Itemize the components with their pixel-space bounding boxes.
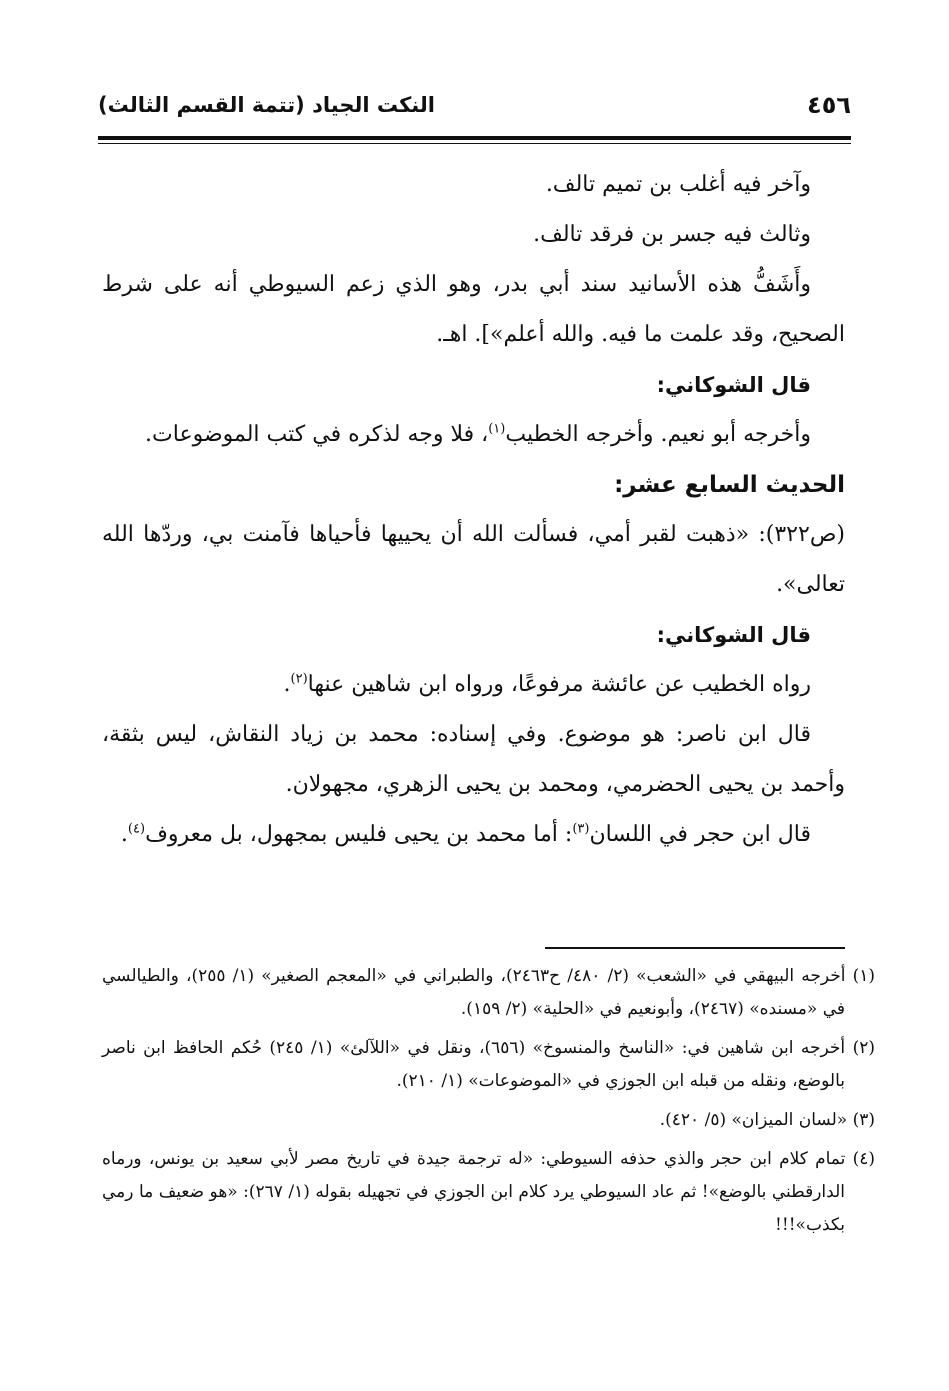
paragraph-line-2: وثالث فيه جسر بن فرقد تالف. bbox=[533, 222, 811, 247]
header-rule-thin bbox=[98, 143, 851, 144]
paragraph-ibn-nasir: قال ابن ناصر: هو موضوع. وفي إسناده: محمد بن زياد النقاش، ليس بثقة، وأحمد بن يحيى الحضرمي، ومحمد بن يحيى الزهري، مجهولان. bbox=[102, 722, 845, 797]
main-text bbox=[102, 160, 845, 860]
page-header bbox=[98, 82, 851, 128]
paragraph-ibn-hajar-a: قال ابن حجر في اللسان bbox=[589, 822, 811, 847]
paragraph-line-1: وآخر فيه أغلب بن تميم تالف. bbox=[545, 172, 811, 197]
paragraph-ibn-hajar bbox=[102, 810, 845, 860]
paragraph-aisha-b: . bbox=[283, 672, 291, 697]
paragraph-ibn-hajar-c: . bbox=[120, 822, 128, 847]
footnote-1: (١) أخرجه البيهقي في «الشعب» (٢/ ٤٨٠/ ح٢٤٦٣)، والطبراني في «المعجم الصغير» (١/ ٢٥٥)، والطيالسي في «مسنده» (٢٤٦٧)، وأبونعيم في «الحلية» (٢/ ١٥٩). bbox=[102, 966, 876, 1019]
footnote-ref-1: (١) bbox=[488, 421, 506, 437]
paragraph-ibn-hajar-b: : أما محمد بن يحيى فليس بمجهول، بل معروف bbox=[145, 822, 573, 847]
paragraph-aisha-a: رواه الخطيب عن عائشة مرفوعًا، ورواه ابن شاهين عنها bbox=[307, 672, 811, 697]
footnote-4: (٤) تمام كلام ابن حجر والذي حذفه السيوطي: «له ترجمة جيدة في تاريخ مصر لأبي سعيد بن يونس، ورماه الدارقطني بالوضع»! ثم عاد السيوطي يرد كلام ابن الجوزي في تجهيله بقوله (١/ ٢٦٧): «هو ضعيف ما رمي بكذب»!!! bbox=[102, 1149, 875, 1235]
section-heading: الحديث السابع عشر: bbox=[614, 472, 845, 498]
shawkani-heading-1: قال الشوكاني: bbox=[656, 373, 811, 397]
paragraph-khatib-a: وأخرجه أبو نعيم. وأخرجه الخطيب bbox=[505, 422, 811, 447]
paragraph-khatib-b: ، فلا وجه لذكره في كتب الموضوعات. bbox=[145, 422, 489, 447]
footnote-ref-3: (٣) bbox=[572, 821, 590, 837]
header-rule-thick bbox=[98, 136, 851, 140]
footnote-separator bbox=[545, 947, 845, 949]
footnotes bbox=[102, 960, 876, 1248]
footnote-2: (٢) أخرجه ابن شاهين في: «الناسخ والمنسوخ» (٦٥٦)، ونقل في «اللآلئ» (١/ ٢٤٥) حُكم الحافظ ابن ناصر بالوضع، ونقله من قبله ابن الجوزي في «الموضوعات» (١/ ٢١٠). bbox=[102, 1038, 875, 1091]
paragraph-khatib bbox=[102, 410, 845, 460]
paragraph-aisha bbox=[102, 660, 845, 710]
footnote-ref-2: (٢) bbox=[290, 671, 308, 687]
shawkani-heading-2: قال الشوكاني: bbox=[656, 623, 811, 647]
paragraph-asanid: وأَشَفُّ هذه الأسانيد سند أبي بدر، وهو الذي زعم السيوطي أنه على شرط الصحيح، وقد علمت ما فيه. والله أعلم»]. اهـ. bbox=[102, 272, 845, 347]
footnote-ref-4: (٤) bbox=[127, 821, 146, 837]
page-number: ٤٥٦ bbox=[807, 91, 851, 119]
running-title: النكت الجياد (تتمة القسم الثالث) bbox=[98, 93, 435, 117]
footnote-3: (٣) «لسان الميزان» (٥/ ٤٢٠). bbox=[659, 1110, 875, 1130]
hadith-text: (ص٣٢٢): «ذهبت لقبر أمي، فسألت الله أن يحييها فأحياها فآمنت بي، وردّها الله تعالى». bbox=[102, 522, 845, 597]
